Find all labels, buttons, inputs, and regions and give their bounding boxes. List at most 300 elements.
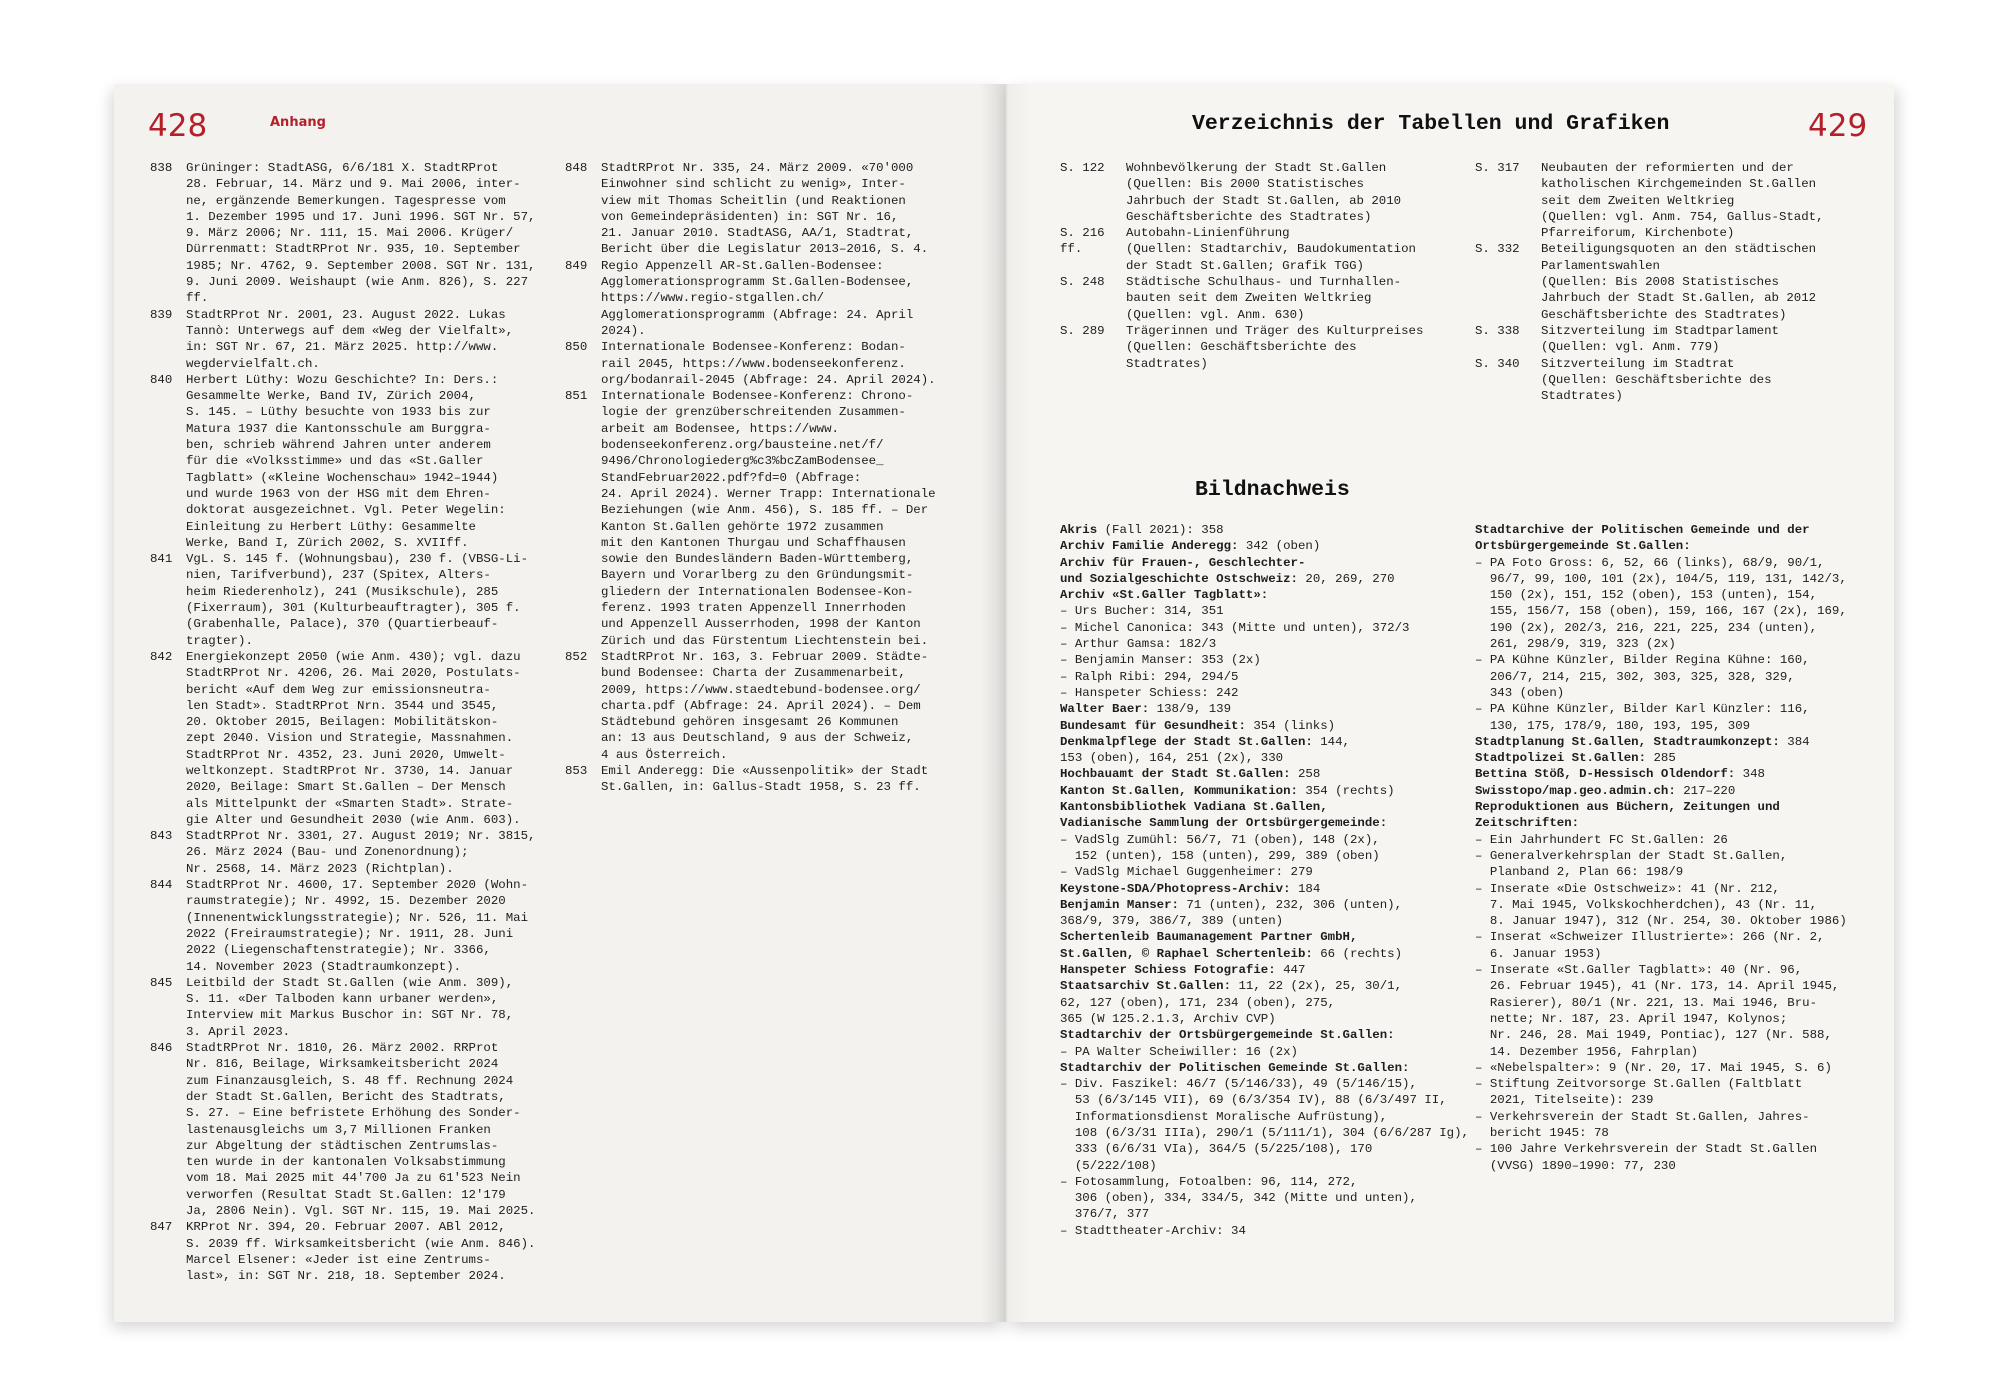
- credit-pages: 258: [1290, 767, 1321, 782]
- endnote-line: StadtRProt Nr. 1810, 26. März 2002. RRProt: [186, 1041, 499, 1056]
- credit-pages: – «Nebelspalter»: 9 (Nr. 20, 17. Mai 1945, S. 6): [1475, 1060, 1832, 1075]
- endnote-852: [565, 649, 965, 763]
- credit-pages: – Div. Faszikel: 46/7 (5/146/33), 49 (5/146/15),: [1060, 1077, 1417, 1092]
- credit-pages: – Urs Bucher: 314, 351: [1060, 604, 1224, 619]
- credit-source: Swisstopo/map.geo.admin.ch:: [1475, 783, 1676, 798]
- table-description-line: bauten seit dem Zweiten Weltkrieg: [1126, 291, 1372, 306]
- endnotes-column-1: [150, 160, 540, 1284]
- credit-line: [1475, 1011, 1890, 1027]
- table-description: [1126, 274, 1465, 323]
- credit-pages: 354 (rechts): [1297, 783, 1395, 798]
- table-description: [1126, 160, 1465, 225]
- credit-line: [1475, 636, 1890, 652]
- endnote-line: arbeit am Bodensee, https://www.: [601, 421, 839, 436]
- credit-pages: 343 (oben): [1475, 685, 1565, 700]
- endnote-line: Matura 1937 die Kantonsschule am Burggra-: [186, 421, 491, 436]
- endnote-line: gliedern der Internationalen Bodensee-Kon-: [601, 584, 914, 599]
- credit-line: [1060, 1027, 1475, 1043]
- credit-line: [1060, 750, 1475, 766]
- credit-pages: 26. Februar 1945), 41 (Nr. 173, 14. April 1945,: [1475, 979, 1840, 994]
- endnote-line: Zürich und das Fürstentum Liechtenstein bei.: [601, 633, 929, 648]
- table-index-entry: [1475, 356, 1880, 405]
- credit-line: [1060, 538, 1475, 554]
- endnote-line: Einwohner sind schlicht zu wenig», Inter-: [601, 177, 906, 192]
- table-description: [1541, 241, 1880, 322]
- tables-index-title: Verzeichnis der Tabellen und Grafiken: [1192, 112, 1670, 136]
- table-description-line: Neubauten der reformierten und der: [1541, 161, 1794, 175]
- endnote-853: [565, 763, 965, 796]
- table-description-line: katholischen Kirchgemeinden St.Gallen: [1541, 177, 1817, 192]
- endnote-line: weltkonzept. StadtRProt Nr. 3730, 14. Januar: [186, 763, 514, 778]
- endnote-line: logie der grenzüberschreitenden Zusammen-: [601, 405, 906, 420]
- credit-pages: – Benjamin Manser: 353 (2x): [1060, 653, 1261, 668]
- endnote-line: view mit Thomas Scheitlin (und Reaktionen: [601, 193, 906, 208]
- credit-line: [1475, 832, 1890, 848]
- credit-line: [1475, 750, 1890, 766]
- endnote-text: [186, 372, 540, 551]
- endnote-848: [565, 160, 965, 258]
- credit-pages: Rasierer), 80/1 (Nr. 221, 13. Mai 1946, Bru-: [1475, 995, 1818, 1010]
- credit-pages: 206/7, 214, 215, 302, 303, 325, 328, 329,: [1475, 669, 1795, 684]
- credit-line: [1475, 701, 1890, 717]
- endnote-line: charta.pdf (Abfrage: 24. April 2024). – Dem: [601, 698, 921, 713]
- endnote-line: Werke, Band I, Zürich 2002, S. XVIIff.: [186, 535, 469, 550]
- endnote-text: [186, 160, 540, 307]
- credit-pages: – Verkehrsverein der Stadt St.Gallen, Jahres-: [1475, 1109, 1810, 1124]
- credit-line: [1475, 620, 1890, 636]
- endnote-840: [150, 372, 540, 551]
- credit-source: Stadtpolizei St.Gallen:: [1475, 751, 1647, 766]
- credit-line: [1060, 864, 1475, 880]
- endnote-line: Einleitung zu Herbert Lüthy: Gesammelte: [186, 519, 476, 534]
- endnote-line: 14. November 2023 (Stadtraumkonzept).: [186, 959, 462, 974]
- page-reference: S. 332: [1475, 242, 1520, 257]
- endnote-line: Internationale Bodensee-Konferenz: Chrono-: [601, 389, 914, 404]
- endnote-line: ten wurde in der kantonalen Volksabstimmung: [186, 1155, 506, 1170]
- credit-pages: 130, 175, 178/9, 180, 193, 195, 309: [1475, 718, 1751, 733]
- table-description-line: Geschäftsberichte des Stadtrates): [1541, 307, 1787, 322]
- endnote-line: Nr. 816, Beilage, Wirksamkeitsbericht 2024: [186, 1057, 499, 1072]
- credit-pages: 368/9, 379, 386/7, 389 (unten): [1060, 914, 1284, 929]
- book-gutter: [980, 84, 1032, 1322]
- credit-pages: 152 (unten), 158 (unten), 299, 389 (oben): [1060, 848, 1380, 863]
- credit-line: [1060, 718, 1475, 734]
- endnote-845: [150, 975, 540, 1040]
- credit-line: [1060, 1141, 1475, 1157]
- credit-source: Walter Baer:: [1060, 702, 1150, 717]
- credit-source: Denkmalpflege der Stadt St.Gallen:: [1060, 734, 1313, 749]
- endnote-number: 839: [150, 307, 173, 322]
- endnote-line: (Innenentwicklungsstrategie); Nr. 526, 11. Mai: [186, 910, 529, 925]
- credit-line: [1060, 701, 1475, 717]
- credit-line: [1060, 1158, 1475, 1174]
- credit-line: [1060, 978, 1475, 994]
- endnote-line: lastenausgleichs um 3,7 Millionen Franken: [186, 1122, 491, 1137]
- credit-line: [1060, 522, 1475, 538]
- credit-line: [1475, 1141, 1890, 1157]
- credits-column-1: [1060, 522, 1475, 1239]
- credit-pages: 8. Januar 1947), 312 (Nr. 254, 30. Oktober 1986): [1475, 914, 1847, 929]
- table-description-line: Trägerinnen und Träger des Kulturpreises: [1126, 323, 1424, 338]
- credit-line: [1475, 603, 1890, 619]
- credit-line: [1475, 881, 1890, 897]
- credit-source: Staatsarchiv St.Gallen:: [1060, 979, 1232, 994]
- endnote-line: als Mittelpunkt der «Smarten Stadt». Strate-: [186, 796, 514, 811]
- credit-pages: 376/7, 377: [1060, 1207, 1150, 1222]
- credit-source: Hochbauamt der Stadt St.Gallen:: [1060, 767, 1291, 782]
- endnote-line: bericht «Auf dem Weg zur emissionsneutra-: [186, 682, 491, 697]
- endnote-number: 853: [565, 763, 588, 778]
- credit-pages: – Ralph Ribi: 294, 294/5: [1060, 669, 1239, 684]
- endnote-line: 24. April 2024). Werner Trapp: Internationale: [601, 486, 936, 501]
- credit-line: [1060, 881, 1475, 897]
- credit-pages: 14. Dezember 1956, Fahrplan): [1475, 1044, 1699, 1059]
- table-description-line: Städtische Schulhaus- und Turnhallen-: [1126, 275, 1402, 290]
- credit-source: Schertenleib Baumanagement Partner GmbH,: [1060, 930, 1358, 945]
- credit-source: und Sozialgeschichte Ostschweiz:: [1060, 571, 1298, 586]
- credit-pages: 66 (rechts): [1312, 946, 1403, 961]
- credit-line: [1060, 1174, 1475, 1190]
- endnote-number: 845: [150, 975, 173, 990]
- endnote-text: [186, 1040, 540, 1219]
- credit-pages: – PA Kühne Künzler, Bilder Regina Kühne: 160,: [1475, 653, 1810, 668]
- credit-line: [1060, 897, 1475, 913]
- credit-line: [1475, 1158, 1890, 1174]
- credit-pages: 71 (unten), 232, 306 (unten),: [1178, 897, 1403, 912]
- credit-pages: nette; Nr. 187, 23. April 1947, Kolynos;: [1475, 1011, 1788, 1026]
- credit-line: [1060, 1092, 1475, 1108]
- credit-pages: 153 (oben), 164, 251 (2x), 330: [1060, 751, 1284, 766]
- endnote-line: Gesammelte Werke, Band IV, Zürich 2004,: [186, 389, 476, 404]
- endnote-842: [150, 649, 540, 828]
- credit-pages: 354 (links): [1245, 718, 1336, 733]
- credit-line: [1475, 783, 1890, 799]
- endnote-line: heim Riederenholz), 241 (Musikschule), 285: [186, 584, 499, 599]
- table-description-line: Stadtrates): [1541, 389, 1623, 404]
- table-index-entry: [1060, 274, 1465, 323]
- endnote-line: für die «Volksstimme» und das «St.Galler: [186, 454, 484, 469]
- endnote-text: [601, 258, 965, 339]
- table-description-line: Pfarreiforum, Kirchenbote): [1541, 226, 1735, 241]
- credit-source: Keystone-SDA/Photopress-Archiv:: [1060, 881, 1291, 896]
- endnote-line: ne, ergänzende Bemerkungen. Tagespresse vom: [186, 193, 506, 208]
- endnote-841: [150, 551, 540, 649]
- endnote-847: [150, 1219, 540, 1284]
- endnote-text: [601, 160, 965, 258]
- credit-pages: 217–220: [1675, 783, 1736, 798]
- credit-line: [1060, 1125, 1475, 1141]
- table-description-line: (Quellen: vgl. Anm. 630): [1126, 307, 1305, 322]
- endnote-line: bodenseekonferenz.org/bausteine.net/f/: [601, 438, 884, 453]
- endnote-line: doktorat ausgezeichnet. Vgl. Peter Wegelin:: [186, 503, 506, 518]
- credit-line: [1475, 913, 1890, 929]
- credit-line: [1475, 848, 1890, 864]
- right-page-number: 429: [1808, 108, 1868, 144]
- credit-pages: 155, 156/7, 158 (oben), 159, 166, 167 (2x), 169,: [1475, 604, 1847, 619]
- page-reference: S. 248: [1060, 275, 1105, 290]
- endnote-line: zum Finanzausgleich, S. 48 ff. Rechnung 2024: [186, 1073, 514, 1088]
- credit-source: Akris: [1060, 523, 1098, 537]
- endnote-line: mit den Kantonen Thurgau und Schaffhausen: [601, 535, 906, 550]
- endnote-line: StadtRProt Nr. 335, 24. März 2009. «70'000: [601, 161, 914, 175]
- credit-pages: (Fall 2021): 358: [1097, 523, 1224, 537]
- credit-line: [1475, 555, 1890, 571]
- endnote-line: StandFebruar2022.pdf?fd=0 (Abfrage:: [601, 470, 862, 485]
- endnote-line: Agglomerationsprogramm (Abfrage: 24. April: [601, 307, 914, 322]
- endnote-line: 2020, Beilage: Smart St.Gallen – Der Mensch: [186, 780, 506, 795]
- endnote-844: [150, 877, 540, 975]
- credit-line: [1475, 799, 1890, 815]
- endnote-line: last», in: SGT Nr. 218, 18. September 2024.: [186, 1269, 506, 1284]
- endnote-line: 9. März 2006; Nr. 111, 15. Mai 2006. Krüger/: [186, 226, 514, 241]
- endnote-line: bund Bodensee: Charta der Zusammenarbeit,: [601, 666, 906, 681]
- endnote-line: Grüninger: StadtASG, 6/6/181 X. StadtRProt: [186, 161, 499, 175]
- credit-line: [1475, 1044, 1890, 1060]
- credits-title: Bildnachweis: [1195, 478, 1350, 502]
- credit-pages: – PA Foto Gross: 6, 52, 66 (links), 68/9, 90/1,: [1475, 555, 1825, 570]
- credit-pages: – Michel Canonica: 343 (Mitte und unten), 372/3: [1060, 620, 1410, 635]
- credit-source: St.Gallen, © Raphael Schertenleib:: [1060, 946, 1313, 961]
- endnote-line: StadtRProt Nr. 4206, 26. Mai 2020, Postulats-: [186, 666, 521, 681]
- table-description-line: (Quellen: Geschäftsberichte des: [1126, 340, 1357, 355]
- credit-pages: 285: [1646, 751, 1676, 766]
- endnote-line: org/bodanrail-2045 (Abfrage: 24. April 2024).: [601, 372, 936, 387]
- endnote-line: rail 2045, https://www.bodenseekonferenz.: [601, 356, 906, 371]
- endnote-line: 1. Dezember 1995 und 17. Juni 1996. SGT Nr. 57,: [186, 209, 536, 224]
- endnote-line: 9496/Chronologiederg%c3%bcZamBodensee_: [601, 454, 884, 469]
- endnote-number: 849: [565, 258, 588, 273]
- endnote-849: [565, 258, 965, 339]
- endnote-line: S. 11. «Der Talboden kann urbaner werden»,: [186, 992, 499, 1007]
- table-description-line: (Quellen: vgl. Anm. 754, Gallus-Stadt,: [1541, 209, 1824, 224]
- credit-line: [1475, 995, 1890, 1011]
- credit-source: Stadtarchive der Politischen Gemeinde und der: [1475, 523, 1810, 537]
- endnote-number: 840: [150, 372, 173, 387]
- endnote-line: Bayern und Vorarlberg zu den Gründungsmit-: [601, 568, 914, 583]
- credit-pages: 138/9, 139: [1149, 702, 1232, 717]
- endnote-number: 838: [150, 161, 173, 175]
- credit-source: Stadtarchiv der Politischen Gemeinde St.Gallen:: [1060, 1060, 1410, 1075]
- credit-line: [1475, 1092, 1890, 1108]
- endnote-line: Nr. 2568, 14. März 2023 (Richtplan).: [186, 861, 454, 876]
- endnote-text: [186, 877, 540, 975]
- endnote-line: von Gemeindepräsidenten) in: SGT Nr. 16,: [601, 209, 899, 224]
- credit-line: [1060, 587, 1475, 603]
- credit-line: [1060, 1109, 1475, 1125]
- table-description: [1541, 160, 1880, 241]
- credit-pages: 306 (oben), 334, 334/5, 342 (Mitte und unten),: [1060, 1191, 1417, 1206]
- endnote-line: 4 aus Österreich.: [601, 747, 728, 762]
- table-index-entry: [1060, 225, 1465, 274]
- credit-pages: 20, 269, 270: [1297, 571, 1395, 586]
- endnote-line: 3. April 2023.: [186, 1024, 291, 1039]
- endnote-line: und wurde 1963 von der HSG mit dem Ehren-: [186, 486, 491, 501]
- credit-line: [1060, 1076, 1475, 1092]
- endnote-line: St.Gallen, in: Gallus-Stadt 1958, S. 23 ff.: [601, 780, 921, 795]
- table-description-line: Stadtrates): [1126, 356, 1208, 371]
- page-reference: S. 289: [1060, 323, 1105, 338]
- credit-pages: – Generalverkehrsplan der Stadt St.Gallen,: [1475, 848, 1788, 863]
- endnote-line: S. 145. – Lüthy besuchte von 1933 bis zur: [186, 405, 491, 420]
- credit-pages: 53 (6/3/145 VII), 69 (6/3/354 IV), 88 (6/3/497 II,: [1060, 1093, 1447, 1108]
- endnote-line: Emil Anderegg: Die «Aussenpolitik» der Stadt: [601, 763, 929, 778]
- endnote-line: Regio Appenzell AR-St.Gallen-Bodensee:: [601, 258, 884, 273]
- table-description-line: seit dem Zweiten Weltkrieg: [1541, 193, 1735, 208]
- credit-pages: 342 (oben): [1238, 539, 1321, 554]
- endnote-line: StadtRProt Nr. 163, 3. Februar 2009. Städte-: [601, 649, 929, 664]
- credit-line: [1475, 522, 1890, 538]
- endnote-text: [186, 307, 540, 372]
- credit-line: [1475, 669, 1890, 685]
- credit-pages: – Stadttheater-Archiv: 34: [1060, 1223, 1246, 1238]
- credit-line: [1060, 1011, 1475, 1027]
- endnote-line: der Stadt St.Gallen, Bericht des Stadtrats,: [186, 1089, 506, 1104]
- credit-line: [1475, 571, 1890, 587]
- credit-source: Hanspeter Schiess Fotografie:: [1060, 963, 1276, 978]
- endnote-number: 848: [565, 161, 588, 175]
- endnote-846: [150, 1040, 540, 1219]
- table-description-line: (Quellen: Bis 2008 Statistisches: [1541, 275, 1779, 290]
- endnote-line: 28. Februar, 14. März und 9. Mai 2006, inter-: [186, 177, 521, 192]
- endnote-line: nien, Tarifverbund), 237 (Spitex, Alters-: [186, 568, 491, 583]
- credit-source: Zeitschriften:: [1475, 816, 1580, 831]
- table-description: [1126, 323, 1465, 372]
- endnote-line: Dürrenmatt: StadtRProt Nr. 935, 10. September: [186, 242, 521, 257]
- endnote-line: 2024).: [601, 323, 646, 338]
- endnote-line: wegdervielfalt.ch.: [186, 356, 320, 371]
- endnote-line: Energiekonzept 2050 (wie Anm. 430); vgl. dazu: [186, 649, 521, 664]
- endnote-text: [186, 828, 540, 877]
- running-head: Anhang: [270, 115, 326, 130]
- credit-line: [1475, 766, 1890, 782]
- credit-line: [1475, 1060, 1890, 1076]
- credit-pages: 6. Januar 1953): [1475, 946, 1602, 961]
- endnote-line: 9. Juni 2009. Weishaupt (wie Anm. 826), S. 227 ff.: [186, 275, 529, 306]
- credit-line: [1060, 620, 1475, 636]
- endnote-line: 21. Januar 2010. StadtASG, AA/1, Stadtrat,: [601, 226, 914, 241]
- endnote-line: 2009, https://www.staedtebund-bodensee.org/: [601, 682, 921, 697]
- credit-line: [1475, 1076, 1890, 1092]
- credit-line: [1060, 929, 1475, 945]
- endnote-line: in: SGT Nr. 67, 21. März 2025. http://www.: [186, 340, 499, 355]
- credit-line: [1475, 978, 1890, 994]
- endnote-line: 2022 (Liegenschaftenstrategie); Nr. 3366,: [186, 943, 491, 958]
- endnote-line: verworfen (Resultat Stadt St.Gallen: 12'179: [186, 1187, 506, 1202]
- credit-pages: (VVSG) 1890–1990: 77, 230: [1475, 1158, 1676, 1173]
- table-description-line: der Stadt St.Gallen; Grafik TGG): [1126, 258, 1364, 273]
- table-index-entry: [1475, 160, 1880, 241]
- credit-source: Kantonsbibliothek Vadiana St.Gallen,: [1060, 800, 1328, 815]
- credit-line: [1060, 995, 1475, 1011]
- credit-line: [1060, 636, 1475, 652]
- credit-line: [1475, 1027, 1890, 1043]
- endnote-line: KRProt Nr. 394, 20. Februar 2007. ABl 2012,: [186, 1220, 506, 1235]
- credit-pages: Informationsdienst Moralische Aufrüstung),: [1060, 1109, 1388, 1124]
- endnote-text: [186, 975, 540, 1040]
- credit-line: [1475, 815, 1890, 831]
- page-reference: S. 338: [1475, 323, 1520, 338]
- endnote-number: 842: [150, 649, 173, 664]
- endnote-line: ferenz. 1993 traten Appenzell Innerrhoden: [601, 601, 906, 616]
- endnote-number: 850: [565, 340, 588, 355]
- credit-pages: 108 (6/3/31 IIIa), 290/1 (5/111/1), 304 (6/6/287 Ig),: [1060, 1125, 1469, 1140]
- credit-line: [1475, 734, 1890, 750]
- credit-pages: 348: [1735, 767, 1765, 782]
- endnote-number: 852: [565, 649, 588, 664]
- credit-line: [1475, 685, 1890, 701]
- credit-pages: 62, 127 (oben), 171, 234 (oben), 275,: [1060, 995, 1336, 1010]
- table-description-line: Beteiligungsquoten an den städtischen: [1541, 242, 1817, 257]
- credit-pages: 7. Mai 1945, Volkskochherdchen), 43 (Nr. 11,: [1475, 897, 1818, 912]
- credit-pages: – Stiftung Zeitvorsorge St.Gallen (Faltblatt: [1475, 1077, 1803, 1092]
- credit-line: [1475, 929, 1890, 945]
- table-description-line: Sitzverteilung im Stadtrat: [1541, 356, 1735, 371]
- credit-source: Vadianische Sammlung der Ortsbürgergemeinde:: [1060, 816, 1388, 831]
- table-index-entry: [1060, 323, 1465, 372]
- credit-pages: 96/7, 99, 100, 101 (2x), 104/5, 119, 131, 142/3,: [1475, 571, 1847, 586]
- endnote-line: StadtRProt Nr. 4352, 23. Juni 2020, Umwelt-: [186, 747, 506, 762]
- endnote-text: [601, 388, 965, 649]
- credit-pages: 365 (W 125.2.1.3, Archiv CVP): [1060, 1011, 1276, 1026]
- tables-index-column-2: [1475, 160, 1880, 404]
- credit-line: [1060, 669, 1475, 685]
- endnote-851: [565, 388, 965, 649]
- endnote-line: S. 2039 ff. Wirksamkeitsbericht (wie Anm. 846).: [186, 1236, 536, 1251]
- credit-pages: – Hanspeter Schiess: 242: [1060, 685, 1239, 700]
- credit-pages: – 100 Jahre Verkehrsverein der Stadt St.Gallen: [1475, 1142, 1818, 1157]
- endnote-line: Agglomerationsprogramm St.Gallen-Bodensee,: [601, 275, 914, 290]
- endnote-line: Ja, 2806 Nein). Vgl. SGT Nr. 115, 19. Mai 2025.: [186, 1204, 536, 1218]
- endnote-text: [186, 1219, 540, 1284]
- endnote-line: 26. März 2024 (Bau- und Zonenordnung);: [186, 845, 469, 860]
- credit-pages: 150 (2x), 151, 152 (oben), 153 (unten), 154,: [1475, 588, 1818, 603]
- endnote-line: (Fixerraum), 301 (Kulturbeauftragter), 305 f.: [186, 601, 521, 616]
- endnote-839: [150, 307, 540, 372]
- table-description: [1541, 323, 1880, 356]
- credit-pages: 447: [1275, 963, 1306, 978]
- credit-pages: 11, 22 (2x), 25, 30/1,: [1231, 979, 1403, 994]
- endnote-line: sowie den Bundesländern Baden-Württemberg,: [601, 552, 914, 567]
- endnote-text: [186, 551, 540, 649]
- endnote-line: 20. Oktober 2015, Beilagen: Mobilitätskon-: [186, 715, 499, 730]
- credit-pages: 190 (2x), 202/3, 216, 221, 225, 234 (unten),: [1475, 620, 1818, 635]
- endnote-line: Städtebund gehören insgesamt 26 Kommunen: [601, 715, 899, 730]
- endnote-number: 841: [150, 552, 173, 567]
- table-description-line: Sitzverteilung im Stadtparlament: [1541, 323, 1779, 338]
- endnote-line: 1985; Nr. 4762, 9. September 2008. SGT Nr. 131,: [186, 258, 536, 273]
- credit-source: Bettina Stöß, D-Hessisch Oldendorf:: [1475, 767, 1736, 782]
- left-page-number: 428: [148, 108, 208, 144]
- endnote-number: 843: [150, 829, 173, 844]
- endnote-838: [150, 160, 540, 307]
- endnote-line: S. 27. – Eine befristete Erhöhung des Sonder-: [186, 1106, 521, 1121]
- credit-pages: – PA Kühne Künzler, Bilder Karl Künzler: 116,: [1475, 702, 1810, 717]
- credit-line: [1060, 734, 1475, 750]
- endnote-number: 847: [150, 1220, 173, 1235]
- credit-line: [1475, 962, 1890, 978]
- credit-source: Kanton St.Gallen, Kommunikation:: [1060, 783, 1298, 798]
- endnote-line: Bericht über die Legislatur 2013–2016, S. 4.: [601, 242, 929, 257]
- tables-index-column-1: [1060, 160, 1465, 372]
- credit-source: Archiv für Frauen-, Geschlechter-: [1060, 555, 1306, 570]
- credit-line: [1475, 1125, 1890, 1141]
- credit-line: [1060, 1190, 1475, 1206]
- credit-pages: 144,: [1312, 734, 1350, 749]
- endnote-number: 844: [150, 878, 173, 893]
- credit-source: Reproduktionen aus Büchern, Zeitungen und: [1475, 800, 1780, 815]
- credits-column-2: [1475, 522, 1890, 1174]
- credit-line: [1475, 864, 1890, 880]
